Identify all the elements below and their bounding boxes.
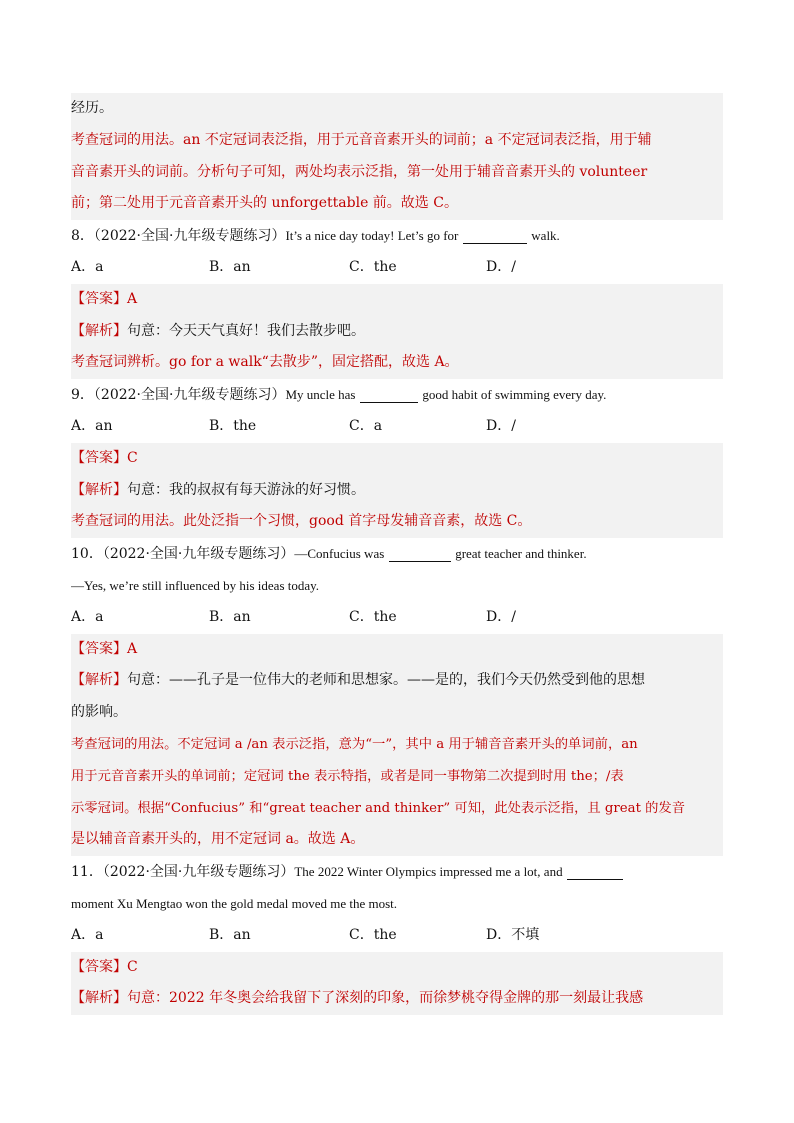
q10-stem: 10．（2022·全国·九年级专题练习）—Confucius was great teacher and thinker.: [71, 546, 587, 563]
option-a: A．a: [71, 926, 104, 943]
q9-answer: 【答案】C: [71, 443, 723, 475]
q11-stem: 11．（2022·全国·九年级专题练习）The 2022 Winter Olympics impressed me a lot, and: [71, 856, 723, 888]
q7-analysis-line-3: 音音素开头的词前。分析句子可知，两处均表示泛指，第一处用于辅音音素开头的 volunteer: [71, 157, 723, 189]
option-a: A．a: [71, 608, 104, 625]
answer-value: C: [127, 449, 138, 466]
q7-analysis-line-4: 前；第二处用于元音音素开头的 unforgettable 前。故选 C。: [71, 188, 723, 220]
option-a: A．an: [71, 417, 113, 434]
option-d: D．/: [486, 258, 516, 275]
answer-blank: [463, 227, 527, 244]
q10-meaning-1: 【解析】句意：——孔子是一位伟大的老师和思想家。——是的，我们今天仍然受到他的思想: [71, 665, 723, 697]
q8-meaning: 【解析】句意：今天天气真好！我们去散步吧。: [71, 316, 723, 348]
q10-options: [71, 602, 723, 634]
option-a: A．a: [71, 258, 104, 275]
question-number: 8．: [71, 228, 94, 245]
option-c: C．the: [349, 608, 397, 625]
q10-explain-4: 是以辅音音素开头的，用不定冠词 a。故选 A。: [71, 824, 723, 856]
q10-explain-1: 考查冠词的用法。不定冠词 a /an 表示泛指，意为“一”，其中 a 用于辅音音素开头的单词前，an: [71, 729, 723, 761]
option-c: C．a: [349, 417, 383, 434]
q9-stem: 9．（2022·全国·九年级专题练习）My uncle has good habit of swimming every day.: [71, 387, 607, 404]
q8-options: [71, 252, 723, 284]
option-b: B．the: [209, 417, 257, 434]
option-b: B．an: [209, 926, 251, 943]
q8-answer: 【答案】A: [71, 284, 723, 316]
question-number: 11．: [71, 864, 103, 881]
q8-stem: 8．（2022·全国·九年级专题练习）It’s a nice day today! Let’s go for walk.: [71, 228, 560, 245]
question-source: （2022·全国·九年级专题练习）: [102, 864, 295, 881]
question-number: 10．: [71, 546, 103, 563]
answer-blank: [360, 386, 418, 403]
q11-meaning: 【解析】句意：2022 年冬奥会给我留下了深刻的印象，而徐梦桃夺得金牌的那一刻最让我感: [71, 983, 723, 1015]
option-c: C．the: [349, 258, 397, 275]
option-b: B．an: [209, 258, 251, 275]
question-source: （2022·全国·九年级专题练习）: [93, 228, 286, 245]
option-d: D．不填: [486, 926, 540, 943]
q10-stem-reply: —Yes, we’re still influenced by his ideas today.: [71, 577, 320, 593]
q11-options: [71, 920, 723, 952]
question-source: （2022·全国·九年级专题练习）: [93, 387, 286, 404]
question-source: （2022·全国·九年级专题练习）: [102, 546, 295, 563]
option-d: D．/: [486, 417, 516, 434]
answer-blank: [389, 545, 451, 562]
answer-value: C: [127, 958, 138, 975]
question-content: [71, 93, 723, 1015]
answer-value: A: [127, 290, 138, 307]
q11-answer: 【答案】C: [71, 952, 723, 984]
question-number: 9．: [71, 387, 94, 404]
answer-value: A: [127, 640, 138, 657]
q9-meaning: 【解析】句意：我的叔叔有每天游泳的好习惯。: [71, 475, 723, 507]
q10-explain-3: 示零冠词。根据“Confucius” 和“great teacher and thinker” 可知，此处表示泛指，且 great 的发音: [71, 793, 723, 825]
option-d: D．/: [486, 608, 516, 625]
q11-stem-cont: moment Xu Mengtao won the gold medal moved me the most.: [71, 895, 398, 911]
q8-explain: 考查冠词辨析。go for a walk“去散步”，固定搭配，故选 A。: [71, 347, 723, 379]
q9-explain: 考查冠词的用法。此处泛指一个习惯，good 首字母发辅音音素，故选 C。: [71, 506, 723, 538]
q7-analysis-line-1: 经历。: [71, 93, 723, 125]
option-b: B．an: [209, 608, 251, 625]
q10-explain-2: 用于元音音素开头的单词前；定冠词 the 表示特指，或者是同一事物第二次提到时用 the；/表: [71, 761, 723, 793]
answer-blank: [567, 863, 623, 880]
q7-analysis-line-2: 考查冠词的用法。an 不定冠词表泛指，用于元音音素开头的词前；a 不定冠词表泛指，用于辅: [71, 125, 723, 157]
q10-meaning-2: 的影响。: [71, 697, 723, 729]
q9-options: [71, 411, 723, 443]
option-c: C．the: [349, 926, 397, 943]
q10-answer: 【答案】A: [71, 634, 723, 666]
